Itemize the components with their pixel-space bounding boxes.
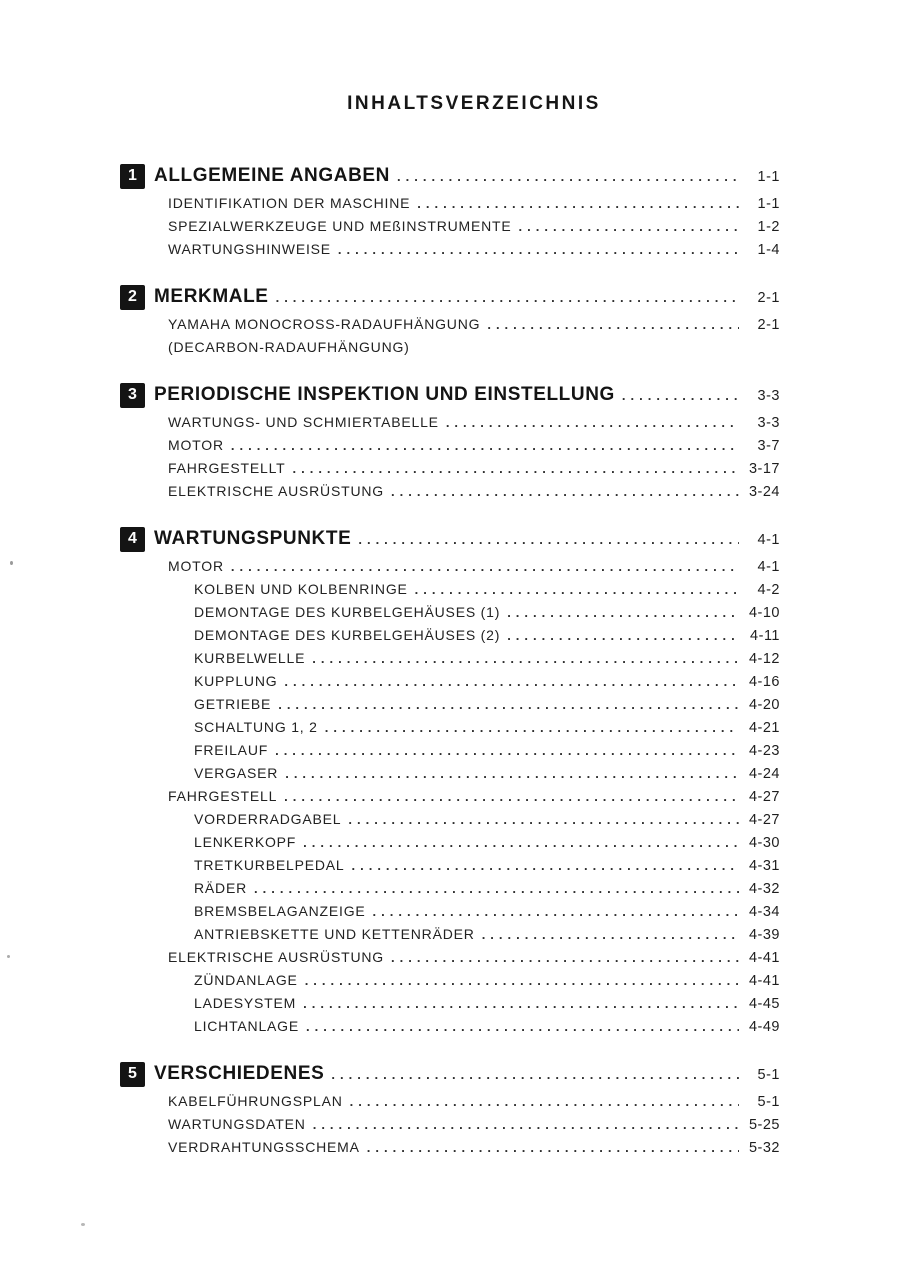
toc-entry-row [120,854,780,877]
toc-entry-row [120,808,780,831]
dot-leader [351,854,739,877]
dot-leader [285,762,739,785]
toc-entry-page-number: 4-49 [748,1019,780,1035]
toc-section [120,1058,780,1159]
toc-entry-label: ELEKTRISCHE AUSRÜSTUNG [168,949,384,965]
dot-leader [391,480,739,503]
toc-entry-label: KABELFÜHRUNGSPLAN [168,1093,343,1109]
toc-entry-page-number: 4-20 [748,697,780,713]
toc-section [120,281,780,359]
toc-entry-row [120,762,780,785]
dot-leader [507,601,739,624]
dot-leader [331,1059,739,1091]
section-page-number: 3-3 [757,388,780,404]
toc-entry-label: VORDERRADGABEL [194,811,342,827]
toc-entry-page-number: 4-11 [750,628,780,644]
toc-entry-page-number: 4-10 [748,605,780,621]
toc-entry-page-number: 5-32 [748,1140,780,1156]
section-entries [120,411,780,503]
toc-entry-row [120,923,780,946]
toc-entry-page-number: 4-30 [748,835,780,851]
dot-leader [348,808,739,831]
toc-entry-row [120,578,780,601]
toc-entry-row [120,647,780,670]
toc-entry-page-number: 4-31 [748,858,780,874]
toc-entry-page-number: 4-16 [748,674,780,690]
toc-entry-page-number: 1-2 [757,219,780,235]
toc-entry-row [120,946,780,969]
toc-section [120,379,780,503]
toc-entry-label: (DECARBON-RADAUFHÄNGUNG) [168,339,410,355]
toc-entry-row [120,480,780,503]
toc-entry-label: LADESYSTEM [194,995,297,1011]
toc-entry-label: VERGASER [194,765,279,781]
dot-leader [622,380,739,412]
dot-leader [397,161,739,193]
toc-entry-page-number: 4-41 [748,950,780,966]
toc-entry-label: SCHALTUNG 1, 2 [194,719,318,735]
toc-entry-page-number: 5-1 [757,1094,780,1110]
dot-leader [276,282,739,314]
toc-section [120,523,780,1038]
dot-leader [338,238,739,261]
toc-section-header-row [120,523,780,555]
toc-entry-row [120,192,780,215]
toc-sections [120,160,780,1159]
toc-entry-row [120,1090,780,1113]
toc-entry-label: KUPPLUNG [194,673,278,689]
section-page-number: 5-1 [757,1067,780,1083]
section-number-badge [120,383,145,408]
dot-leader [325,716,739,739]
dot-leader [306,1015,739,1038]
toc-entry-label: LENKERKOPF [194,834,297,850]
toc-entry-row [120,238,780,261]
dot-leader [313,1113,739,1136]
toc-entry-label: GETRIEBE [194,696,272,712]
section-entries [120,1090,780,1159]
toc-entry-page-number: 4-23 [748,743,780,759]
toc-entry-label: IDENTIFIKATION DER MASCHINE [168,195,411,211]
toc-entry-row [120,215,780,238]
toc-entry-row [120,336,780,359]
toc-entry-row [120,411,780,434]
toc-entry-label: ELEKTRISCHE AUSRÜSTUNG [168,483,384,499]
toc-entry-label: DEMONTAGE DES KURBELGEHÄUSES (1) [194,604,501,620]
toc-entry-page-number: 4-41 [748,973,780,989]
section-entries [120,192,780,261]
toc-entry-page-number: 2-1 [757,317,780,333]
toc-entry-label: FREILAUF [194,742,269,758]
section-title: VERSCHIEDENES [154,1063,325,1084]
toc-entry-label: MOTOR [168,558,224,574]
section-title: ALLGEMEINE ANGABEN [154,165,390,186]
dot-leader [284,670,739,693]
dot-leader [284,785,739,808]
dot-leader [446,411,739,434]
section-entries [120,555,780,1038]
dot-leader [231,434,739,457]
dot-leader [358,524,739,556]
dot-leader [231,555,739,578]
toc-entry-row [120,693,780,716]
toc-entry-row [120,1113,780,1136]
toc-entry-label: TRETKURBELPEDAL [194,857,345,873]
toc-entry-row [120,716,780,739]
toc-entry-page-number: 4-24 [748,766,780,782]
dot-leader [487,313,739,336]
toc-section-header-row [120,160,780,192]
section-title: MERKMALE [154,286,269,307]
section-number-badge [120,164,145,189]
toc-entry-label: WARTUNGSHINWEISE [168,241,331,257]
dot-leader [417,192,739,215]
toc-entry-row [120,434,780,457]
toc-entry-row [120,785,780,808]
toc-entry-page-number: 4-21 [748,720,780,736]
toc-entry-row [120,900,780,923]
dot-leader [278,693,739,716]
toc-entry-row [120,1015,780,1038]
toc-entry-label: FAHRGESTELLT [168,460,286,476]
section-title: PERIODISCHE INSPEKTION UND EINSTELLUNG [154,384,615,405]
toc-entry-label: FAHRGESTELL [168,788,278,804]
toc-section-header-row [120,281,780,313]
dot-leader [350,1090,739,1113]
toc-entry-page-number: 3-24 [748,484,780,500]
section-number-badge [120,1062,145,1087]
toc-entry-label: RÄDER [194,880,248,896]
toc-entry-row [120,555,780,578]
dot-leader [305,969,739,992]
scan-artifact [10,561,13,565]
dot-leader [519,215,739,238]
toc-entry-label: KOLBEN UND KOLBENRINGE [194,581,408,597]
section-number: 4 [128,530,137,547]
toc-entry-page-number: 4-39 [748,927,780,943]
section-entries [120,313,780,359]
dot-leader [415,578,739,601]
scan-artifact [81,1223,85,1226]
section-number: 5 [128,1065,137,1082]
toc-entry-page-number: 4-2 [757,582,780,598]
toc-entry-page-number: 4-12 [748,651,780,667]
dot-leader [373,900,739,923]
toc-entry-page-number: 3-3 [757,415,780,431]
section-page-number: 2-1 [757,290,780,306]
toc-entry-label: LICHTANLAGE [194,1018,300,1034]
toc-entry-row [120,670,780,693]
section-title: WARTUNGSPUNKTE [154,528,352,549]
dot-leader [275,739,739,762]
toc-entry-page-number: 4-34 [748,904,780,920]
section-page-number: 4-1 [757,532,780,548]
toc-entry-label: WARTUNGS- UND SCHMIERTABELLE [168,414,439,430]
toc-entry-row [120,1136,780,1159]
section-page-number: 1-1 [757,169,780,185]
dot-leader [303,992,739,1015]
toc-section-header-row [120,1058,780,1090]
toc-entry-page-number: 4-45 [748,996,780,1012]
toc-entry-row [120,313,780,336]
toc-entry-row [120,601,780,624]
toc-entry-label: BREMSBELAGANZEIGE [194,903,366,919]
dot-leader [507,624,739,647]
section-number: 2 [128,288,137,305]
scan-artifact [7,955,10,958]
dot-leader [254,877,739,900]
toc-entry-label: SPEZIALWERKZEUGE UND MEßINSTRUMENTE [168,218,512,234]
dot-leader [303,831,739,854]
toc-entry-row [120,992,780,1015]
section-number: 3 [128,386,137,403]
toc-entry-page-number: 4-27 [748,812,780,828]
toc-entry-row [120,831,780,854]
dot-leader [367,1136,739,1159]
dot-leader [292,457,739,480]
dot-leader [391,946,739,969]
toc-entry-row [120,877,780,900]
toc-entry-label: VERDRAHTUNGSSCHEMA [168,1139,360,1155]
toc-entry-row [120,739,780,762]
toc-entry-label: DEMONTAGE DES KURBELGEHÄUSES (2) [194,627,501,643]
toc-entry-label: ZÜNDANLAGE [194,972,298,988]
toc-entry-page-number: 3-17 [748,461,780,477]
dot-leader [312,647,739,670]
toc-entry-row [120,969,780,992]
page-title: INHALTSVERZEICHNIS [347,93,601,114]
toc-entry-label: KURBELWELLE [194,650,306,666]
toc-entry-page-number: 3-7 [757,438,780,454]
toc-section [120,160,780,261]
toc-entry-label: WARTUNGSDATEN [168,1116,306,1132]
toc-entry-label: YAMAHA MONOCROSS-RADAUFHÄNGUNG [168,316,481,332]
toc-entry-page-number: 4-27 [748,789,780,805]
toc-entry-page-number: 5-25 [748,1117,780,1133]
dot-leader [482,923,739,946]
toc-entry-page-number: 4-1 [757,559,780,575]
section-number: 1 [128,167,137,184]
toc-entry-row [120,457,780,480]
toc-entry-page-number: 1-1 [757,196,780,212]
toc-entry-label: ANTRIEBSKETTE UND KETTENRÄDER [194,926,475,942]
toc-section-header-row [120,379,780,411]
section-number-badge [120,285,145,310]
toc-entry-row [120,624,780,647]
toc-entry-label: MOTOR [168,437,224,453]
toc-entry-page-number: 1-4 [757,242,780,258]
toc-entry-page-number: 4-32 [748,881,780,897]
section-number-badge [120,527,145,552]
